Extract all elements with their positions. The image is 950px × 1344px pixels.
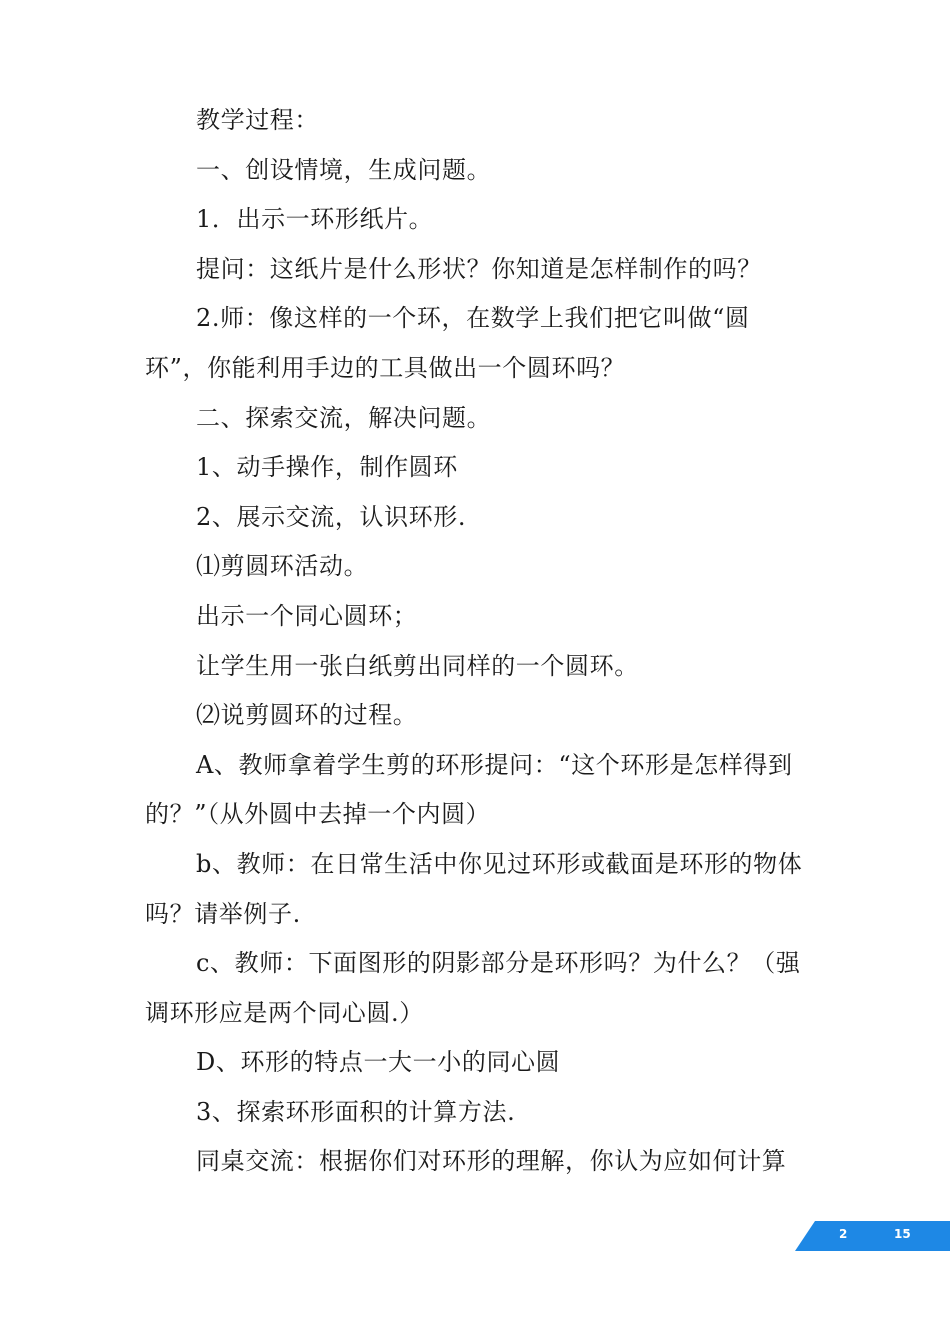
- paragraph: ⑵说剪圆环的过程。: [196, 701, 418, 730]
- paragraph: 2、展示交流，认识环形.: [196, 502, 467, 531]
- paragraph: 2.师：像这样的一个环，在数学上我们把它叫做“圆环”，你能利用手边的工具做出一个圆环吗？: [145, 304, 750, 382]
- paragraph: 3、探索环形面积的计算方法.: [196, 1097, 516, 1126]
- page-number: 2: [839, 1227, 848, 1241]
- paragraph: 一、创设情境，生成问题。: [196, 155, 492, 184]
- paragraph: 让学生用一张白纸剪出同样的一个圆环。: [196, 651, 639, 680]
- paragraph: b、教师：在日常生活中你见过环形或截面是环形的物体吗？请举例子.: [145, 849, 803, 928]
- paragraph: 提问：这纸片是什么形状？你知道是怎样制作的吗？: [196, 254, 762, 283]
- paragraph: 教学过程：: [196, 106, 319, 134]
- paragraph: c、教师：下面图形的阴影部分是环形吗？为什么？（强调环形应是两个同心圆.）: [145, 949, 801, 1027]
- footer-banner-shape: [795, 1221, 950, 1251]
- document-body: [145, 96, 810, 1187]
- page-total: 15: [894, 1227, 911, 1241]
- paragraph: 出示一个同心圆环；: [196, 601, 418, 630]
- paragraph: 1．出示一环形纸片。: [196, 205, 434, 234]
- paragraph: ⑴剪圆环活动。: [196, 552, 369, 581]
- page-number-footer: [795, 1221, 950, 1251]
- paragraph: A、教师拿着学生剪的环形提问：“这个环形是怎样得到的？”（从外圆中去掉一个内圆）: [145, 750, 793, 829]
- paragraph: D、环形的特点一大一小的同心圆: [196, 1048, 561, 1077]
- paragraph: 1、动手操作，制作圆环: [196, 453, 458, 482]
- paragraph: 二、探索交流，解决问题。: [196, 403, 492, 432]
- paragraph: 同桌交流：根据你们对环形的理解，你认为应如何计算: [196, 1147, 787, 1176]
